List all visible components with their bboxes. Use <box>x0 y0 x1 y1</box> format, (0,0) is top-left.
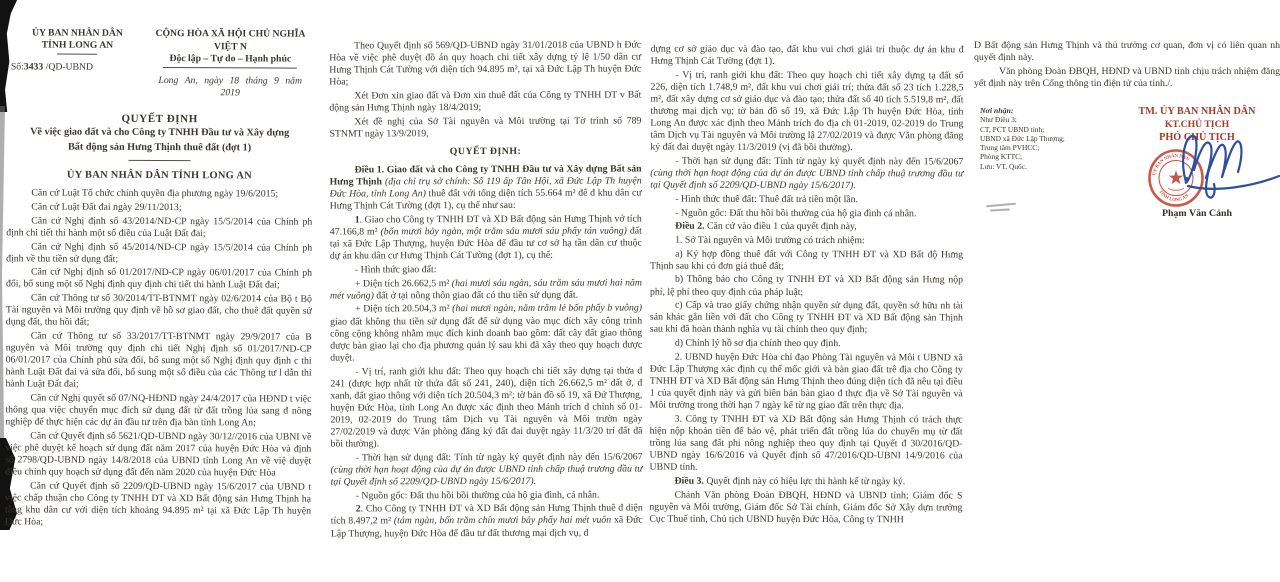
text-run: + Diện tích 20.504,3 m² <box>355 303 453 315</box>
document-page-2 <box>329 39 643 541</box>
text-run: 1 <box>354 214 360 226</box>
text-run: . Cho Công ty TNHH ĐT và XD Bất động sản Hưng Thịnh thuê đ diện tích 8.497,2 m² <box>330 502 643 527</box>
paragraph <box>650 274 963 299</box>
page-1-body <box>5 188 312 530</box>
recipients-title: Nơi nhận: <box>980 106 1014 115</box>
text-run: - Thời hạn sử dụng đất: Tính từ ngày ký quyết định này đến 15/6/2067 <box>355 451 643 464</box>
text-run: d) Chỉnh lý hồ sơ địa chính theo quy định. <box>674 337 841 350</box>
text-run: Căn cứ Nghị định số 43/2014/ND-CP ngày 15/5/2014 của Chính ph định chi tiết thi hành một số điều của Luật Đất đai; <box>6 215 313 240</box>
paragraph <box>650 193 963 206</box>
text-run: 1. Sở Tài nguyên và Môi trường có trách nhiệm: <box>675 234 865 247</box>
seal-text-top: ỦY BAN NHÂN DÂN <box>1151 152 1191 176</box>
text-run: Căn cứ Nghị định số 01/2017/ND-CP ngày 06/01/2017 của Chính ph đổi, bổ sung một số Nghị định quy định chi tiết thi hành Luật Đất đai; <box>5 266 313 291</box>
text-run: Xét đề nghị của Sở Tài nguyên và Môi trường tại Tờ trình số 789 STNMT ngày 13/9/2019, <box>329 115 642 140</box>
paragraph <box>649 475 962 488</box>
paragraph <box>330 263 642 276</box>
paragraph <box>974 66 1280 90</box>
text-run: + Diện tích 26.662,5 m² <box>354 277 452 290</box>
document-date: Long An, ngày 18 tháng 9 năm 2019 <box>158 74 303 99</box>
document-page-4 <box>974 40 1280 300</box>
paragraph <box>6 201 312 214</box>
text-run: Căn cứ Thông tư số 30/2014/TT-BTNMT ngày 02/6/2014 của Bộ t Bộ Tài nguyên và Môi trường quy định về hồ sơ giao đất, cho thuê đất quyền sử dụng đất, thu hồi đất; <box>5 292 312 328</box>
text-run: dựng cơ sở giáo dục và đào tạo, đất khu vui chơi giải trí thuộc dự án khu đ Hưng Thịnh Cát Tường (đợt 1). <box>650 43 964 68</box>
paragraph <box>650 69 963 154</box>
signature-title-line2: PHÓ CHỦ TỊCH <box>1159 132 1235 144</box>
page-3-body <box>649 44 963 527</box>
text-run: Xét Đơn xin giao đất và Đơn xin thuê đất của Công ty TNHH DT v Bất động sản Hưng Thịnh ngày 18/4/2019; <box>329 89 642 114</box>
paragraph <box>329 115 641 140</box>
paragraph <box>6 188 312 201</box>
seal-text-bottom: TỈNH LONG AN <box>1158 188 1190 203</box>
scan-smudge-mark <box>986 204 1022 214</box>
text-run: Điều 3. <box>674 475 704 487</box>
signer-name: Phạm Văn Cảnh <box>1161 208 1233 219</box>
paragraph <box>6 267 312 293</box>
text-run: 2. UBND huyện Đức Hòa chỉ đạo Phòng Tài nguyên và Môi t UBND xã Đức Lập Thượng xác định cụ thể mốc giới và bàn giao đất trê địa cho Công ty TNHH ĐT và XD Bất động sản Hưng Thịnh theo đúng diện tích đã nêu tại điều 1 của quyết định này và gửi biên bản bàn giao đ thực địa về Sở Tài nguyên và Môi trường trong thời hạn 7 ngày kể từ ng giao đất trên thực địa. <box>649 351 963 412</box>
text-run: Căn cứ Quyết định số 2209/QD-UBND ngày 15/6/2017 của UBND t việc chấp thuận cho Công ty TNHH DT và XD Bất động sản Hưng Thịnh hạ tầng khu dân cư với diện tích khoảng 94.895 m² tại xã Đức Lập Th huyện Đức Hòa; <box>4 480 312 528</box>
paragraph <box>6 330 312 392</box>
text-run: (địa chỉ trụ sở chính: Số 119 ấp Tân Hội, xã Đức Lập Th huyện Đức Hòa, tỉnh Long An) <box>329 175 642 200</box>
paragraph <box>649 489 962 526</box>
paragraph <box>330 163 642 212</box>
text-run: c) Cấp và trao giấy chứng nhận quyền sử dụng đất, quyền sở hữu nh tài sản khác gắn liền với đất cho Công ty TNHH ĐT và XD Bất động sản Thịnh sau khi đã hoàn thành nghĩa vụ tài chính theo quy định; <box>649 299 963 336</box>
scan-edge-artifact-middle <box>0 106 5 446</box>
text-run: 3. Công ty TNHH ĐT và XD Bất động sản Hưng Thịnh có trách thực hiện nộp khoản tiền để bảo vệ, phát triển đất trồng lúa do chuyển mụ từ đất trồng lúa sang đất phi nông nghiệp theo quy định tại Quyết đ 30/2016/QD-UBND ngày 16/6/2016 và Quyết định số 47/2016/QD-UBNI 14/9/2016 của UBND tỉnh. <box>649 413 963 473</box>
document-number-value: 3433 <box>23 61 44 73</box>
text-run: QUYẾT ĐỊNH: <box>449 145 522 158</box>
document-page-3 <box>649 44 963 528</box>
text-run: - Nguồn gốc: Đất thu hồi bồi thường của hộ gia đình, cá nhân. <box>355 489 600 502</box>
recipient-item: CT, PCT UBND tỉnh; <box>980 124 1045 134</box>
text-run: Căn cứ Luật Đất đai ngày 29/11/2013; <box>31 201 182 214</box>
paragraph <box>650 248 963 273</box>
title-divider-rule <box>129 160 191 161</box>
text-run: Điều 2. <box>675 220 705 233</box>
paragraph <box>650 300 963 337</box>
paragraph <box>331 503 643 540</box>
document-number <box>7 61 148 74</box>
paragraph <box>650 156 963 193</box>
text-run: . Giao cho Công ty TNHH ĐT và XD Bất động sản Hưng Thịnh vớ tích 47.166,8 m² <box>329 213 642 238</box>
paragraph <box>6 292 312 330</box>
text-run: Căn cứ Quyết định số 5621/QD-UBND ngày 30/12//2016 của UBNI về việc phê duyệt kế hoạch sử dụng đất năm 2017 của huyện Đức Hòa và định số 2798/QD-UBND ngày 14/8/2018 của UBND tỉnh Long An về việ duyệt điều chỉnh quy hoạch sử dụng đất đến năm 2020 của huyện Đức Hòa <box>5 430 312 479</box>
paragraph <box>5 430 311 480</box>
text-run: giao đất không thu tiền sử dụng đất để sử dụng vào mục đích xây công trình công cộng không nhằm mục đích kinh doanh bao gồm: đất cây đất giao thông được bàn giao lại cho địa phương quản lý sau khi đã xây theo quy hoạch được duyệt. <box>330 314 643 364</box>
text-run: - Thời hạn sử dụng đất: Tính từ ngày ký quyết định này đến 15/6/2067 <box>675 155 964 168</box>
signature-authority-line: TM. ỦY BAN NHÂN DÂN <box>1138 106 1256 117</box>
handwritten-signature <box>1172 124 1280 202</box>
issuing-authority-line1: ỦY BAN NHÂN DÂN <box>31 27 123 39</box>
document-subtitle-line1: Về việc giao đất và cho Công ty TNHH Đầu tư và Xây dựng <box>30 126 290 139</box>
document-page-1 <box>5 27 313 531</box>
section-heading: ỦY BAN NHÂN DÂN TỈNH LONG AN <box>66 169 253 182</box>
document-title: QUYẾT ĐỊNH <box>121 112 198 126</box>
recipient-item: UBND xã Đức Lập Thượng; <box>980 133 1065 143</box>
text-run: D Bất động sản Hưng Thịnh và thủ trưởng cơ quan, đơn vị có liên quan nh quyết định này. <box>974 40 1280 64</box>
paragraph <box>330 365 642 451</box>
text-run: 2 <box>355 503 361 515</box>
recipient-item: Trung tâm PVHCC; <box>980 143 1040 153</box>
text-run: Quyết định này có hiệu lực thi hành kể từ ngày ký. <box>703 475 906 488</box>
national-motto: Độc lập – Tự do – Hạnh phúc <box>169 53 292 65</box>
paragraph <box>650 338 963 351</box>
text-run: thuê đất với tổng diện tích 55.664 m² để đ khu dân cư Hưng Thịnh Cát Tường (đợt 1), cụ thể như sau: <box>329 187 642 212</box>
text-run: (cùng thời hạn hoạt động của dự án được UBND tỉnh chấp thuậ trương đầu tư tại Quyết định số 2209/QD-UBND ngày 15/6/2017). <box>650 167 964 192</box>
text-run: Điều 1. Giao đất và cho Công ty TNHH Đầu tư và Xây dựng Bất sản Hưng Thịnh <box>329 163 642 188</box>
document-number-suffix: /QD-UBND <box>43 61 94 73</box>
header-rule-right <box>163 67 297 69</box>
issuing-authority-line2: TỈNH LONG AN <box>41 39 114 51</box>
document-subtitle-line2: Bất động sản Hưng Thịnh thuê đất (đợt 1) <box>67 141 252 154</box>
text-run: - Vị trí, ranh giới khu đất: Theo quy hoạch chi tiết xây dựng tạ đất số 226, diện tích 1.748,9 m², đất khu vui chơi giải trí; thửa đất số 23 tích 1.228,5 m², đất xây dựng cơ sở giáo dục và đào tạo; thửa đất số 40 tích 5.519,8 m², đất thương mại dịch vụ; tờ bản đồ số 19, xã Đức Lập Th huyện Đức Hòa, tỉnh Long An được xác định theo Mảnh trích đo địa ch 01-2019, 02-2019 do Trung tâm Dịch vụ Tài nguyên và Môi trường lậ 27/02/2019 và được Văn phòng đăng ký đất đai duyệt ngày 11/3/2019 (vị đã bồi thường). <box>650 69 964 154</box>
paragraph <box>330 213 642 262</box>
text-run: (tám ngàn, bốn trăm chín mươi bảy phẩy hai mét vuôn <box>393 514 612 527</box>
text-run: đất tại xã Đức Lập Thượng, huyện Đức Hòa để đầu tư cơ sở hạ tần dân cư thuộc dự án khu dân cư Hưng Thịnh Cát Tường (đợt 1), cụ thể: <box>329 225 642 262</box>
paragraph <box>329 39 641 88</box>
text-run: Căn cứ Nghị quyết số 07/NQ-HĐND ngày 24/4/2017 của HĐND t việc thông qua việc chuyển mục đích sử dụng đất từ đất trồng lúa sang đ nông nghiệp để thực hiện các dự án đầu tư trên địa bàn tỉnh Long An; <box>5 392 312 429</box>
text-run: a) Ký hợp đồng thuê đất với Công ty TNHH ĐT và XD Bất độ Hưng Thịnh sau khi có đơn giá thuê đất; <box>650 248 964 272</box>
document-number-prefix: Số: <box>10 61 24 73</box>
paragraph <box>330 303 642 365</box>
text-run: (bốn mươi bảy ngàn, một trăm sáu mươi sáu phẩy tán vuông) <box>380 225 627 238</box>
paragraph <box>329 89 641 114</box>
page-2-body <box>329 39 643 540</box>
text-run: b) Thông báo cho Công ty TNHH ĐT và XD Bất động sản Hưng nộp phí, lệ phí theo quy định của pháp luật; <box>649 274 964 298</box>
paragraph <box>650 413 963 474</box>
national-title: CỘNG HÒA XÃ HỘI CHỦ NGHĨA VIỆT N <box>155 27 306 52</box>
paragraph <box>650 235 963 248</box>
text-run: Theo Quyết định số 569/QD-UBND ngày 31/01/2018 của UBND h Đức Hòa về việc phê duyệt đồ án quy hoạch chi tiết xây dựng tỷ lệ 1/50 dân cư Hưng Thịnh Cát Tường với diện tích 94.895 m², tại xã Đức Lập Th huyện Đức Hòa; <box>329 39 642 88</box>
text-run: - Hình thức thuê đất: Thuê đất trả tiền một lần. <box>675 193 859 206</box>
paragraph <box>331 489 643 502</box>
text-run: (hai mươi sáu ngàn, sáu trăm sáu mươi hai năm mét vuông) <box>329 277 642 302</box>
text-run: Căn cứ Luật Tổ chức chính quyền địa phương ngày 19/6/2015; <box>31 187 279 200</box>
text-run: Chánh Văn phòng Đoàn ĐBQH, HĐND và UBND tỉnh; Giám đốc S nguyên và Môi trường, Giám đốc Sở Tài chính, Giám đốc Sở Xây dựn trưởng Cục Thuế tỉnh, Chủ tịch UBND huyện Đức Hòa, Công ty TNHH <box>649 489 963 526</box>
national-motto-block <box>148 28 314 101</box>
document-header <box>7 27 313 100</box>
text-run: - Hình thức giao đất: <box>354 264 437 276</box>
paragraph <box>650 207 963 220</box>
text-run: - Nguồn gốc: Đất thu hồi bồi thường của hộ gia đình cá nhân. <box>675 207 917 219</box>
header-rule-left <box>57 54 97 55</box>
issuing-authority-block <box>7 27 148 100</box>
paragraph <box>650 351 963 412</box>
text-run: Căn cứ vào điều 1 của quyết định này, <box>704 221 857 233</box>
paragraph <box>329 145 641 158</box>
text-run: Văn phòng Đoàn ĐBQH, HĐND và UBND tỉnh chịu trách nhiệm đăng yết định này trên Cổng thông tin điện tử của tỉnh./. <box>974 65 1280 89</box>
paragraph <box>650 221 963 234</box>
text-run: (hai mươi ngàn, năm trăm lẻ bốn phẩy b vuông) <box>452 302 643 315</box>
text-run: (cùng thời hạn hoạt động của dự án được UBND tỉnh chấp thuậ trương đầu tư tại Quyết định số 2209/QD-UBND ngày 15/6/2017). <box>330 463 643 488</box>
paragraph <box>5 392 311 430</box>
paragraph <box>5 480 311 530</box>
text-run: xã Đức Lập Thượng, huyện Đức Hòa để đầu tư đất thương mại dịch vụ, đ <box>330 514 643 540</box>
text-run: đất ở tại nông thôn giao đất có thu tiền sử dụng đất. <box>373 289 579 302</box>
text-run: - Vị trí, ranh giới khu đất: Theo quy hoạch chi tiết xây dựng tại thửa đ 241 (được hợp nhất từ thửa đất số 241, 240), diện tích 26.662,5 m² đất ở, đ xanh, đất giao thông với diện tích 20.504,3 m²; tờ bản đồ số 19, xã Đứ Thượng, huyện Đức Hòa, tỉnh Long An được xác định theo Mảnh trích đ chính số 01-2019, 02-2019 do Trung tâm Dịch vụ Tài nguyên và Môi trườn ngày 27/02/2019 và được Văn phòng đăng ký đất đai duyệt ngày 11/3/20 trí đất đã bồi thường). <box>330 364 643 450</box>
text-run: Căn cứ Thông tư số 33/2017/TT-BTNMT ngày 29/9/2017 của B nguyên và Môi trường quy định chi tiết Nghị định số 01/2017/ND-CP 06/01/2017 của Chính phủ sửa đổi, bổ sung một số Nghị định quy định c thi hành Luật Đất đai và sửa đổi, bổ sung một số điều của các Thông tư l dẫn thi hành Luật Đất đai; <box>5 330 312 390</box>
paragraph <box>974 40 1280 64</box>
text-run: Căn cứ Nghị định số 45/2014/ND-CP ngày 15/5/2014 của Chính ph định về thu tiền sử dụng đất; <box>6 240 313 265</box>
paragraph <box>331 451 643 488</box>
page-4-body <box>974 40 1280 90</box>
signature-title-line1: KT.CHỦ TỊCH <box>1164 119 1230 131</box>
paragraph <box>651 44 964 69</box>
recipient-item: Lưu: VT, Quốc. <box>980 161 1027 171</box>
recipient-item: Phòng KTTC; <box>980 152 1023 162</box>
paragraph <box>6 241 312 267</box>
recipient-item: Như Điều 3; <box>980 115 1017 125</box>
paragraph <box>6 215 312 241</box>
paragraph <box>330 277 642 302</box>
